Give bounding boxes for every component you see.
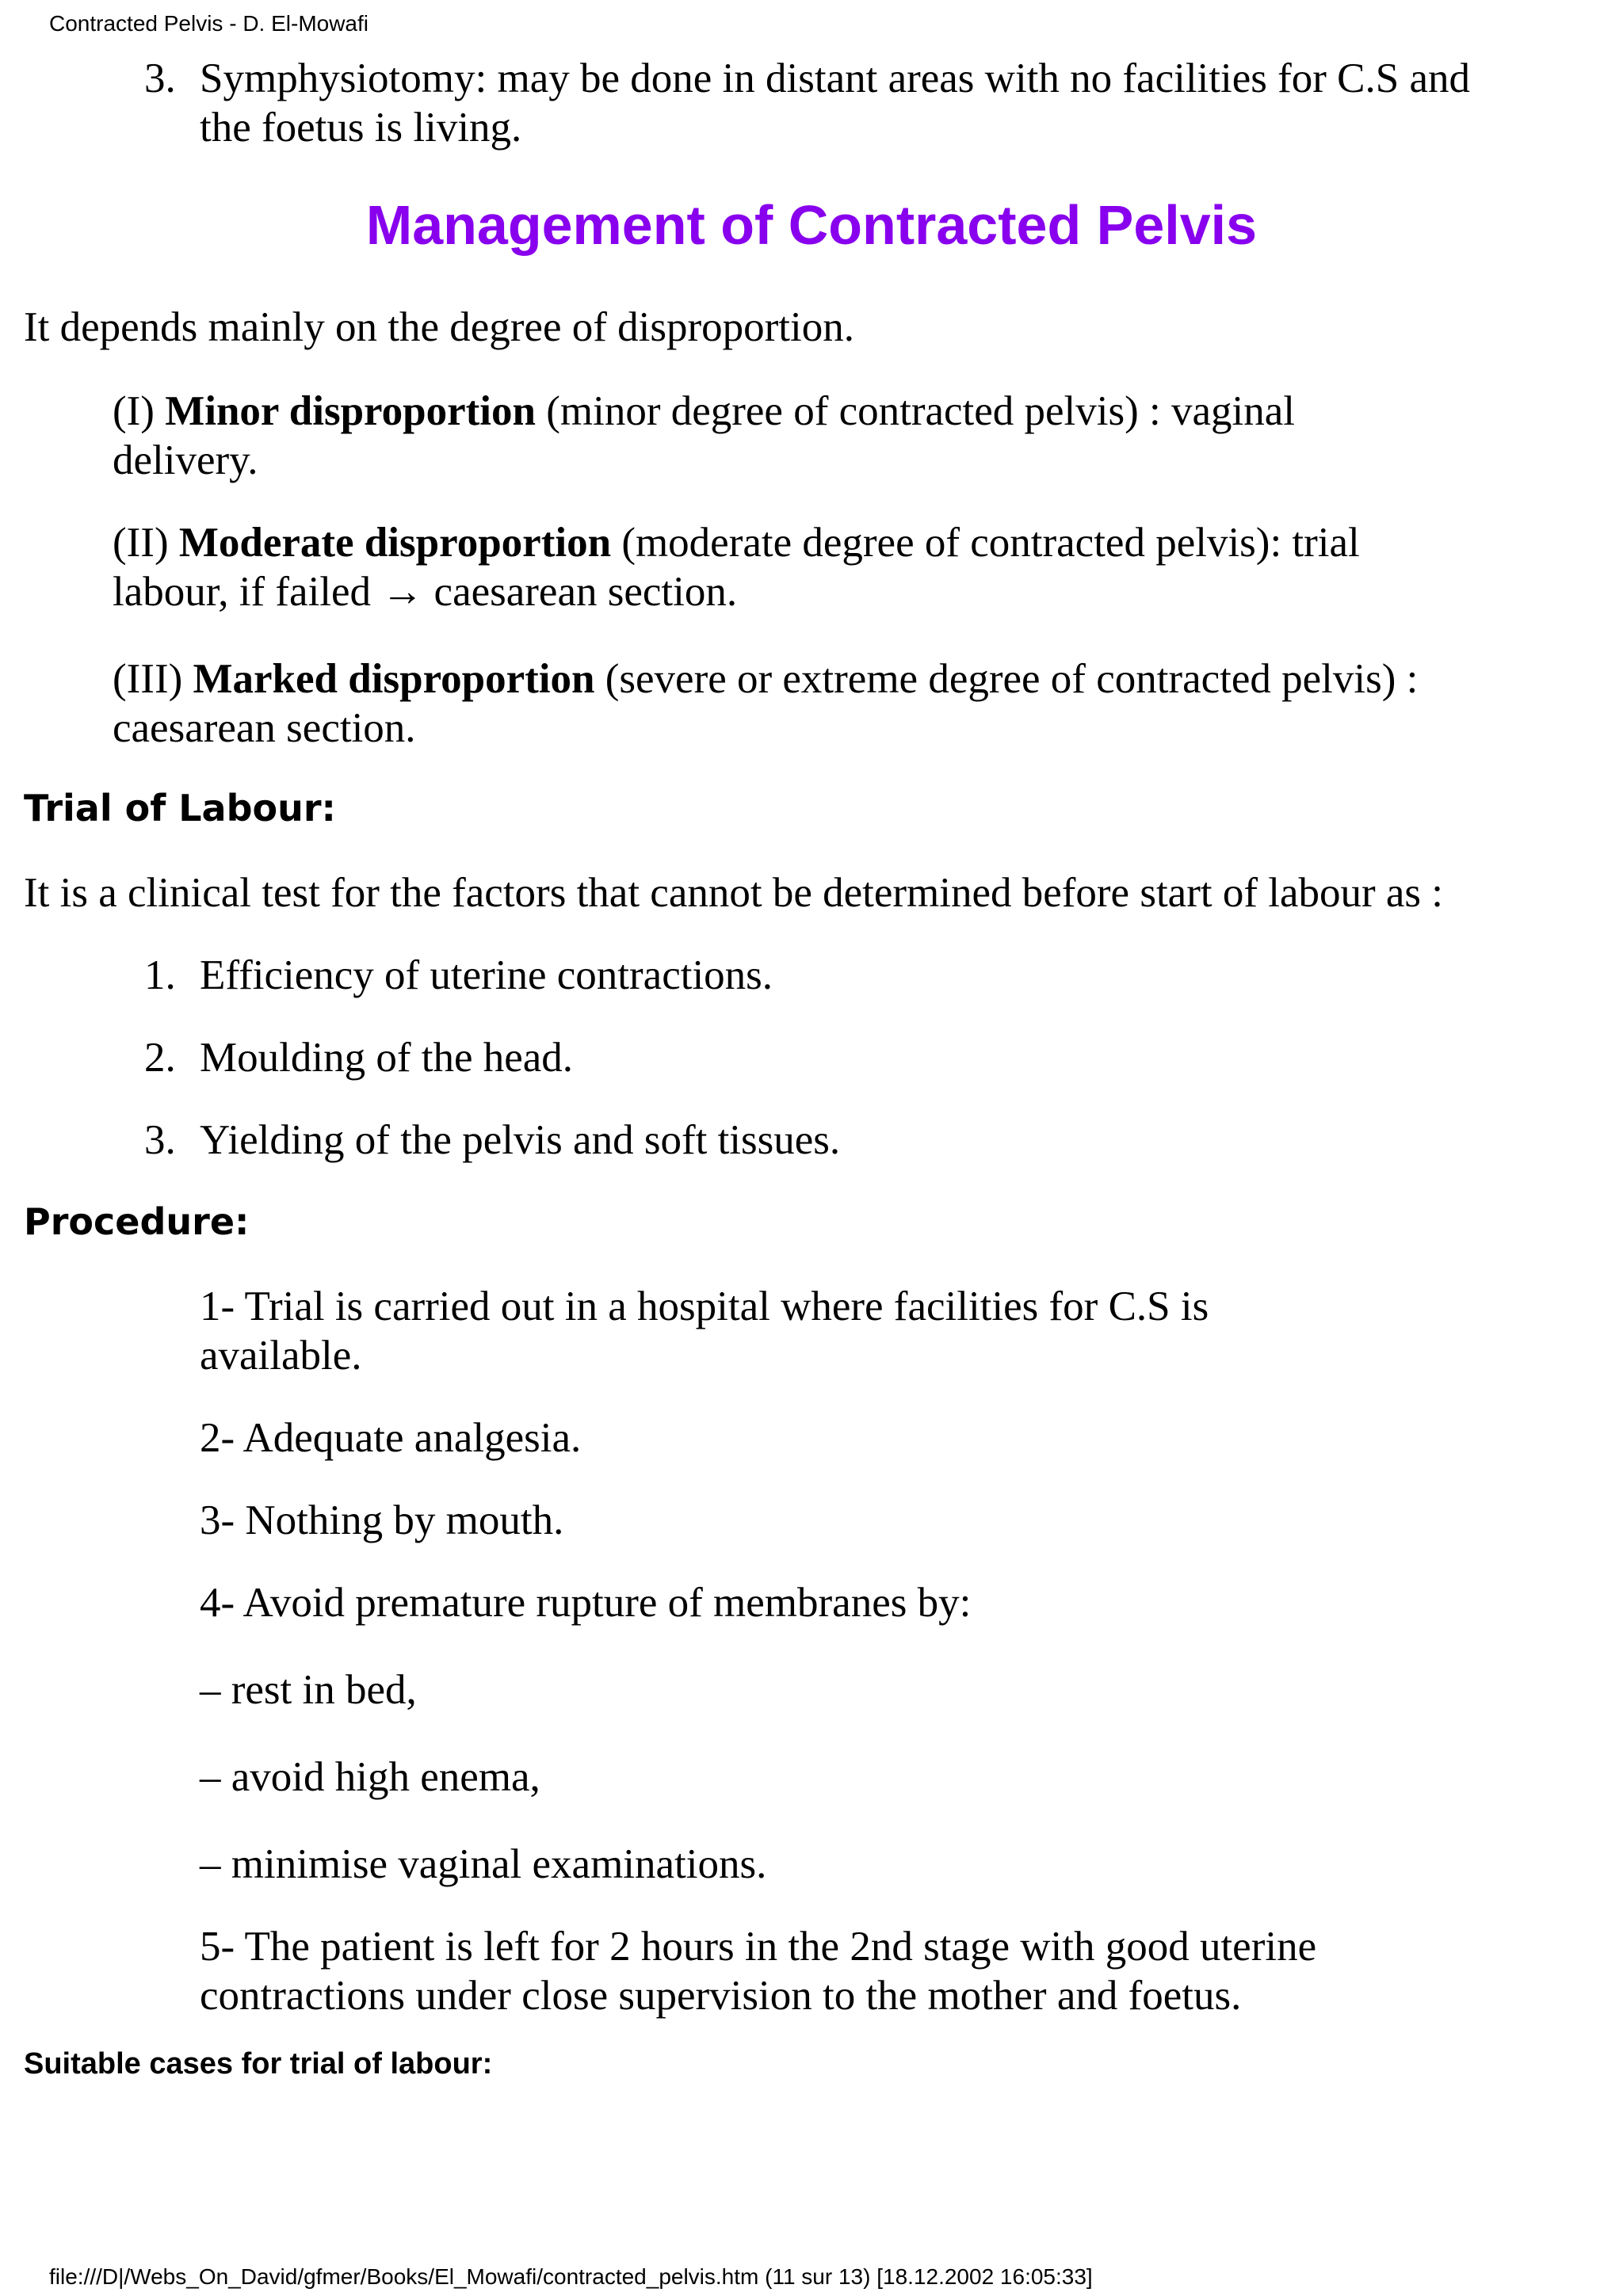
procedure-step: 4- Avoid premature rupture of membranes by: [200,1580,972,1626]
intro-item-text: Symphysiotomy: may be done in distant areas with no facilities for C.S and the foetus is living. [200,55,1471,151]
degree-marked-term: Marked disproportion [193,656,595,702]
procedure-substep: – avoid high enema, [200,1754,540,1800]
degree-marked-text: (severe or extreme degree of contracted pelvis) : caesarean section. [113,656,1419,751]
intro-item-number: 3. [144,55,176,101]
procedure-step: 2- Adequate analgesia. [200,1415,582,1461]
procedure-substep: – rest in bed, [200,1667,417,1713]
factor-text: Efficiency of uterine contractions. [200,952,773,998]
procedure-step: 5- The patient is left for 2 hours in the 2nd stage with good uterine contractions under close supervision to the mother and foetus. [200,1924,1317,2019]
procedure-step: 3- Nothing by mouth. [200,1497,564,1543]
running-header: Contracted Pelvis - D. El-Mowafi [49,11,369,36]
degree-moderate [113,518,1460,616]
degree-moderate-prefix: (II) [113,520,179,566]
procedure-heading: Procedure: [24,1200,250,1243]
page-footer-source: file:///D|/Webs_On_David/gfmer/Books/El_Mowafi/contracted_pelvis.htm (11 sur 13) [18.12.2002 16:05:33] [49,2264,1093,2289]
trial-intro: It is a clinical test for the factors that cannot be determined before start of labour as : [24,870,1444,916]
factor-number: 1. [144,952,176,998]
factor-number: 3. [144,1117,176,1163]
factor-text: Moulding of the head. [200,1035,574,1081]
factor-number: 2. [144,1035,176,1081]
degree-minor-term: Minor disproportion [165,388,536,434]
degree-moderate-text: (moderate degree of contracted pelvis): trial labour, if failed → caesarean section. [113,520,1360,615]
page-title: Management of Contracted Pelvis [365,194,1258,256]
factor-text: Yielding of the pelvis and soft tissues. [200,1117,841,1163]
trial-heading: Trial of Labour: [24,787,336,830]
degree-minor [113,387,1396,485]
degree-minor-prefix: (I) [113,388,166,434]
degree-marked-prefix: (III) [113,656,193,702]
procedure-substep: – minimise vaginal examinations. [200,1841,767,1887]
section-intro: It depends mainly on the degree of disproportion. [24,304,854,350]
procedure-step: 1- Trial is carried out in a hospital where facilities for C.S is available. [200,1283,1209,1379]
degree-marked [113,654,1523,753]
suitable-cases-heading: Suitable cases for trial of labour: [24,2047,493,2081]
degree-minor-text: (minor degree of contracted pelvis) : vaginal delivery. [113,388,1296,483]
degree-moderate-term: Moderate disproportion [178,520,612,566]
